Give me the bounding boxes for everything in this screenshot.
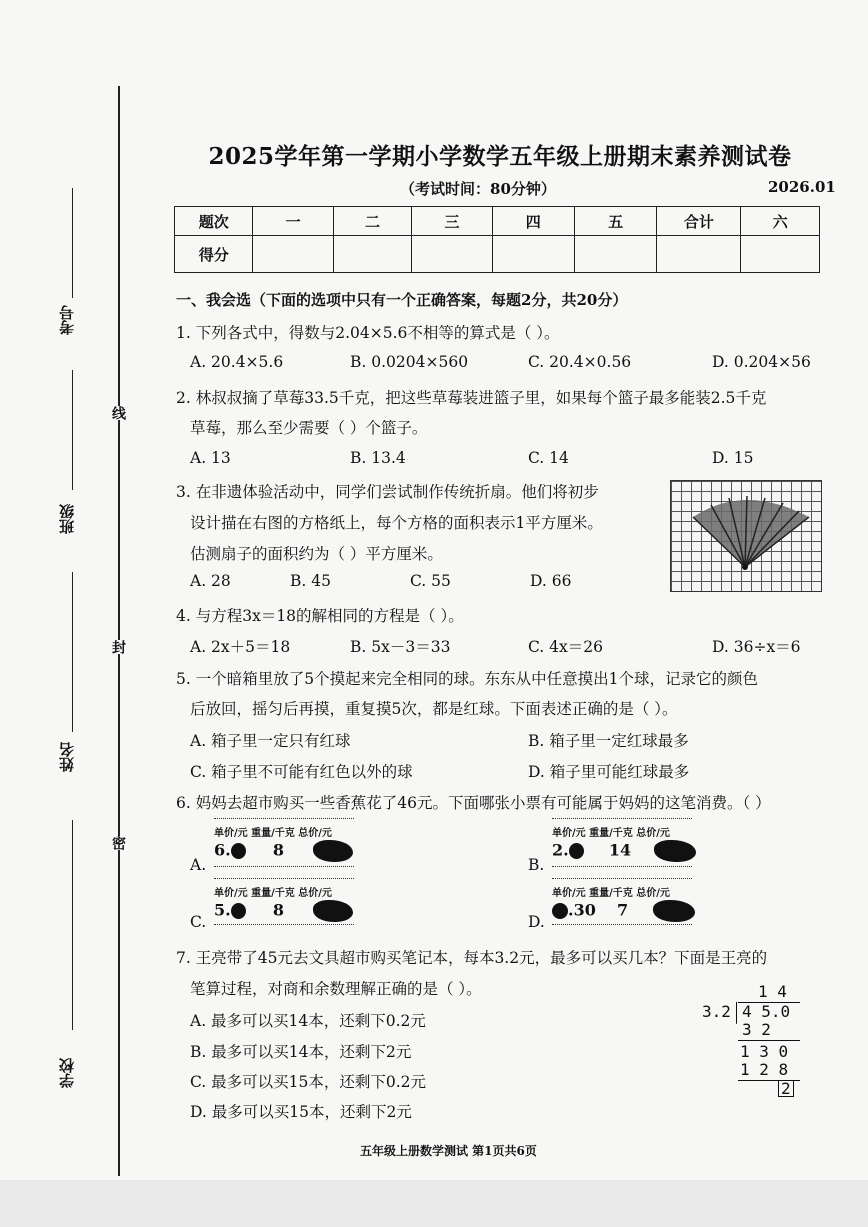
smudge-icon [654,840,696,862]
q2-option-d[interactable]: D. 15 [712,449,754,467]
q4-option-d[interactable]: D. 36÷x＝6 [712,638,801,656]
question-4: 4. 与方程3x＝18的解相同的方程是（ ）。 [176,607,464,625]
q6-option-b-letter[interactable]: B. [528,856,545,874]
smudge-icon [653,900,695,922]
field-line-school [72,820,73,1030]
question-2-line2: 草莓，那么至少需要（ ）个篮子。 [190,419,428,437]
question-3-line1: 3. 在非遗体验活动中，同学们尝试制作传统折扇。他们将初步 [176,483,599,501]
receipt-a[interactable] [214,818,354,868]
score-cell[interactable] [657,236,741,273]
division-step1: 3 2 [742,1020,771,1039]
field-label-class: 班级 [58,504,76,534]
page-footer: 五年级上册数学测试 第1页共6页 [360,1144,537,1158]
binding-line [118,86,120,1176]
score-table-cell: 六 [741,207,820,236]
q4-option-b[interactable]: B. 5x－3＝33 [350,638,451,656]
receipt-weight: 8 [272,900,284,920]
exam-duration: （考试时间：80分钟） [400,180,556,198]
smudge-icon [231,843,246,859]
q5-option-b[interactable]: B. 箱子里一定红球最多 [528,732,689,750]
division-remainder: 2 [778,1080,794,1097]
seal-char-secret: 密 [110,836,126,850]
score-cell[interactable] [574,236,656,273]
q7-option-a[interactable]: A. 最多可以买14本，还剩下0.2元 [190,1012,426,1030]
q3-option-b[interactable]: B. 45 [290,572,331,590]
seal-char-line: 线 [110,406,126,420]
score-table-cell: 题次 [175,207,253,236]
receipt-price: .30 [568,900,596,920]
receipt-d[interactable] [552,878,692,928]
receipt-weight: 7 [617,900,629,920]
q6-option-c-letter[interactable]: C. [190,913,207,931]
field-label-exam-number: 考号 [58,305,76,335]
receipt-weight: 8 [272,840,284,860]
q2-option-b[interactable]: B. 13.4 [350,449,406,467]
score-table-header-row [175,207,820,236]
bottom-margin [0,1180,868,1227]
division-rule [738,1040,800,1041]
q5-option-d[interactable]: D. 箱子里可能红球最多 [528,763,690,781]
division-step3: 1 2 8 [740,1060,789,1079]
field-label-school: 学校 [58,1058,76,1088]
question-5-line1: 5. 一个暗箱里放了5个摸起来完全相同的球。东东从中任意摸出1个球，记录它的颜色 [176,670,758,688]
folding-fan-icon [671,481,821,591]
q3-option-c[interactable]: C. 55 [410,572,451,590]
field-line-class [72,370,73,490]
question-2-line1: 2. 林叔叔摘了草莓33.5千克，把这些草莓装进篮子里，如果每个篮子最多能装2.5千克 [176,389,767,407]
receipt-header: 单价/元 重量/千克 总价/元 [214,828,332,839]
receipt-b[interactable] [552,818,692,868]
division-divisor: 3.2 [702,1002,731,1021]
question-3-line3: 估测扇子的面积约为（ ）平方厘米。 [190,545,443,563]
long-division [700,982,810,1102]
score-table-cell: 二 [333,207,411,236]
smudge-icon [313,840,353,862]
question-3-line2: 设计描在右图的方格纸上，每个方格的面积表示1平方厘米。 [190,514,603,532]
q5-option-a[interactable]: A. 箱子里一定只有红球 [190,732,351,750]
q7-option-c[interactable]: C. 最多可以买15本，还剩下0.2元 [190,1073,427,1091]
q7-option-b[interactable]: B. 最多可以买14本，还剩下2元 [190,1043,412,1061]
score-table-cell: 四 [492,207,574,236]
score-table-cell: 三 [412,207,492,236]
question-5-line2: 后放回，摇匀后再摸，重复摸5次，都是红球。下面表述正确的是（ ）。 [190,700,678,718]
smudge-icon [552,903,568,919]
receipt-price: 6. [214,840,231,860]
q6-option-a-letter[interactable]: A. [190,856,207,874]
question-6: 6. 妈妈去超市购买一些香蕉花了46元。下面哪张小票有可能属于妈妈的这笔消费。（ ） [176,794,771,812]
field-line-name [72,572,73,732]
q3-option-a[interactable]: A. 28 [190,572,231,590]
score-cell[interactable] [492,236,574,273]
score-cell[interactable] [412,236,492,273]
division-quotient: 1 4 [758,982,787,1001]
receipt-header: 单价/元 重量/千克 总价/元 [214,888,332,899]
q1-option-d[interactable]: D. 0.204×56 [712,353,811,371]
q2-option-c[interactable]: C. 14 [528,449,569,467]
smudge-icon [231,903,246,919]
section-heading: 一、我会选（下面的选项中只有一个正确答案，每题2分，共20分） [176,291,628,309]
exam-date: 2026.01 [768,178,836,196]
score-label: 得分 [175,236,253,273]
smudge-icon [569,843,584,859]
q7-option-d[interactable]: D. 最多可以买15本，还剩下2元 [190,1103,412,1121]
q4-option-c[interactable]: C. 4x＝26 [528,638,603,656]
score-table-cell: 五 [574,207,656,236]
page-title: 2025学年第一学期小学数学五年级上册期末素养测试卷 [208,143,792,170]
question-1: 1. 下列各式中，得数与2.04×5.6不相等的算式是（ ）。 [176,324,560,342]
score-cell[interactable] [333,236,411,273]
score-table-cell: 合计 [657,207,741,236]
q2-option-a[interactable]: A. 13 [190,449,231,467]
receipt-price: 5. [214,900,231,920]
smudge-icon [313,900,353,922]
division-dividend: 4 5.0 [742,1002,791,1021]
receipt-weight: 14 [608,840,632,860]
q4-option-a[interactable]: A. 2x＋5＝18 [190,638,291,656]
q6-option-d-letter[interactable]: D. [528,913,545,931]
score-table [174,206,820,273]
field-label-name: 姓名 [58,742,76,772]
q1-option-a[interactable]: A. 20.4×5.6 [190,353,284,371]
q3-option-d[interactable]: D. 66 [530,572,572,590]
question-7-line2: 笔算过程，对商和余数理解正确的是（ ）。 [190,980,482,998]
q5-option-c[interactable]: C. 箱子里不可能有红色以外的球 [190,763,413,781]
field-line-exam-number [72,188,73,298]
receipt-price: 2. [552,840,569,860]
score-table-score-row [175,236,820,273]
division-bracket [736,1002,737,1024]
question-7-line1: 7. 王亮带了45元去文具超市购买笔记本，每本3.2元，最多可以买几本？下面是王亮的 [176,949,768,967]
fan-grid-figure [670,480,822,592]
q1-option-c[interactable]: C. 20.4×0.56 [528,353,632,371]
receipt-header: 单价/元 重量/千克 总价/元 [552,888,670,899]
score-cell[interactable] [253,236,333,273]
score-table-cell: 一 [253,207,333,236]
score-cell[interactable] [741,236,820,273]
receipt-c[interactable] [214,878,354,928]
q1-option-b[interactable]: B. 0.0204×560 [350,353,469,371]
receipt-header: 单价/元 重量/千克 总价/元 [552,828,670,839]
seal-char-seal: 封 [110,640,126,654]
division-step2: 1 3 0 [740,1042,789,1061]
